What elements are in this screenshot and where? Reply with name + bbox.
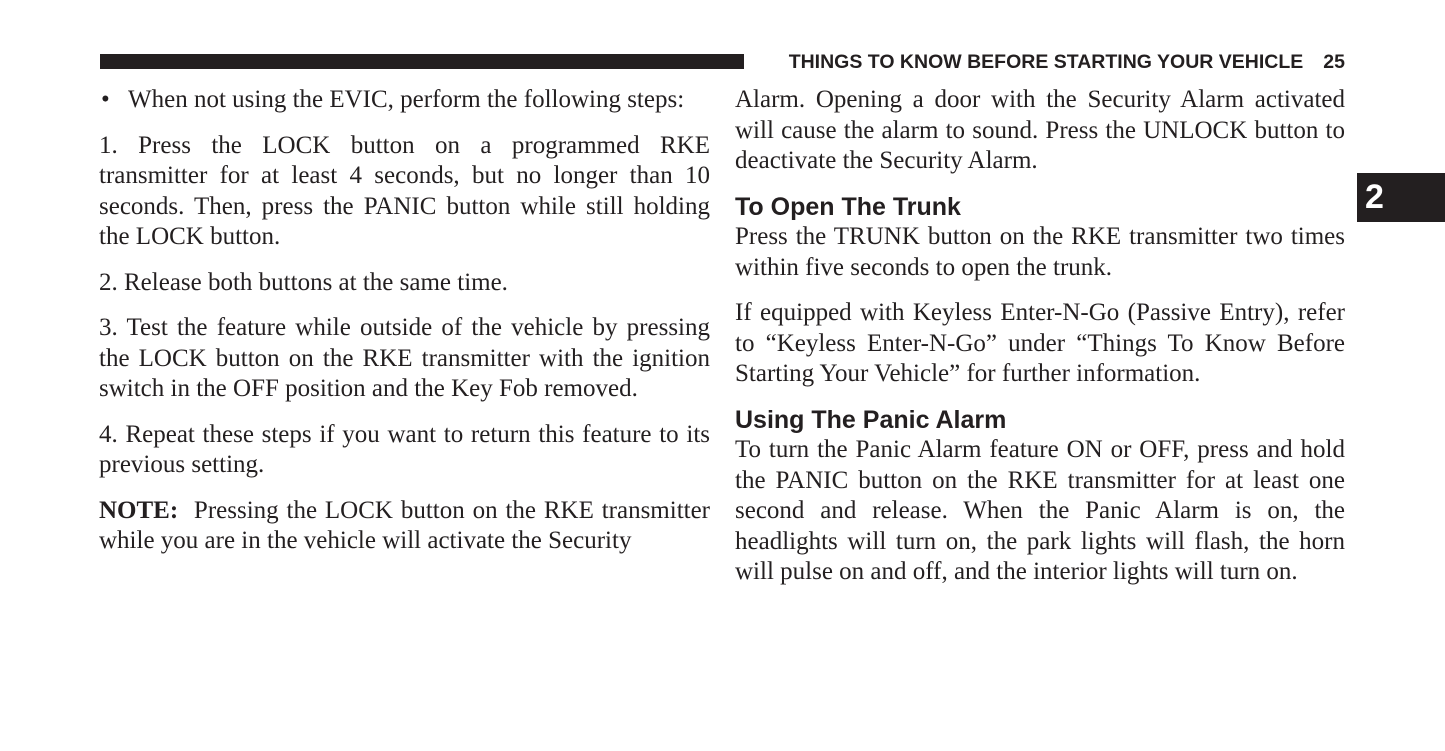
header-title: THINGS TO KNOW BEFORE STARTING YOUR VEHICLE (788, 51, 1304, 73)
step-3: 3. Test the feature while outside of the vehicle by pressing the LOCK button on the RKE transmitter with the ignition switch in the OFF position and the Key Fob removed. (99, 314, 710, 402)
step-4: 4. Repeat these steps if you want to return this feature to its previous setting. (99, 420, 710, 478)
note-paragraph (99, 496, 710, 557)
step-2: 2. Release both buttons at the same time. (99, 268, 508, 296)
right-column (735, 85, 1345, 603)
chapter-tab (1357, 173, 1445, 222)
note-label: NOTE: (99, 496, 179, 524)
bullet-text: When not using the EVIC, perform the following steps: (128, 86, 685, 113)
panic-paragraph: To turn the Panic Alarm feature ON or OFF, press and hold the PANIC button on the RKE transmitter for at least one second and release. When the Panic Alarm is on, the headlights will turn on, the park lights will flash, the horn will pulse on and off, and the interior lights will turn on. (735, 436, 1345, 585)
keyless-paragraph: If equipped with Keyless Enter-N-Go (Passive Entry), refer to “Keyless Enter-N-Go” under “Things To Know Before Starting Your Vehicle” for further information. (735, 299, 1345, 387)
trunk-heading: To Open The Trunk (735, 192, 961, 221)
continuation-paragraph: Alarm. Opening a door with the Security Alarm activated will cause the alarm to sound. Press the UNLOCK button to deactivate the Security Alarm. (735, 86, 1345, 174)
bullet-icon: • (101, 86, 110, 113)
page-number: 25 (1323, 51, 1345, 73)
panic-heading: Using The Panic Alarm (735, 405, 1007, 434)
note-text: Pressing the LOCK button on the RKE transmitter while you are in the vehicle will activate the Security (99, 496, 711, 554)
header-rule (100, 54, 744, 69)
running-header (760, 50, 1345, 74)
chapter-number: 2 (1365, 178, 1384, 216)
step-1: 1. Press the LOCK button on a programmed RKE transmitter for at least 4 seconds, but no longer than 10 seconds. Then, press the PANIC button while still holding the LOCK button. (99, 131, 710, 250)
bullet-item (99, 85, 710, 116)
left-column (99, 85, 710, 572)
trunk-paragraph: Press the TRUNK button on the RKE transmitter two times within five seconds to open the trunk. (735, 223, 1345, 281)
